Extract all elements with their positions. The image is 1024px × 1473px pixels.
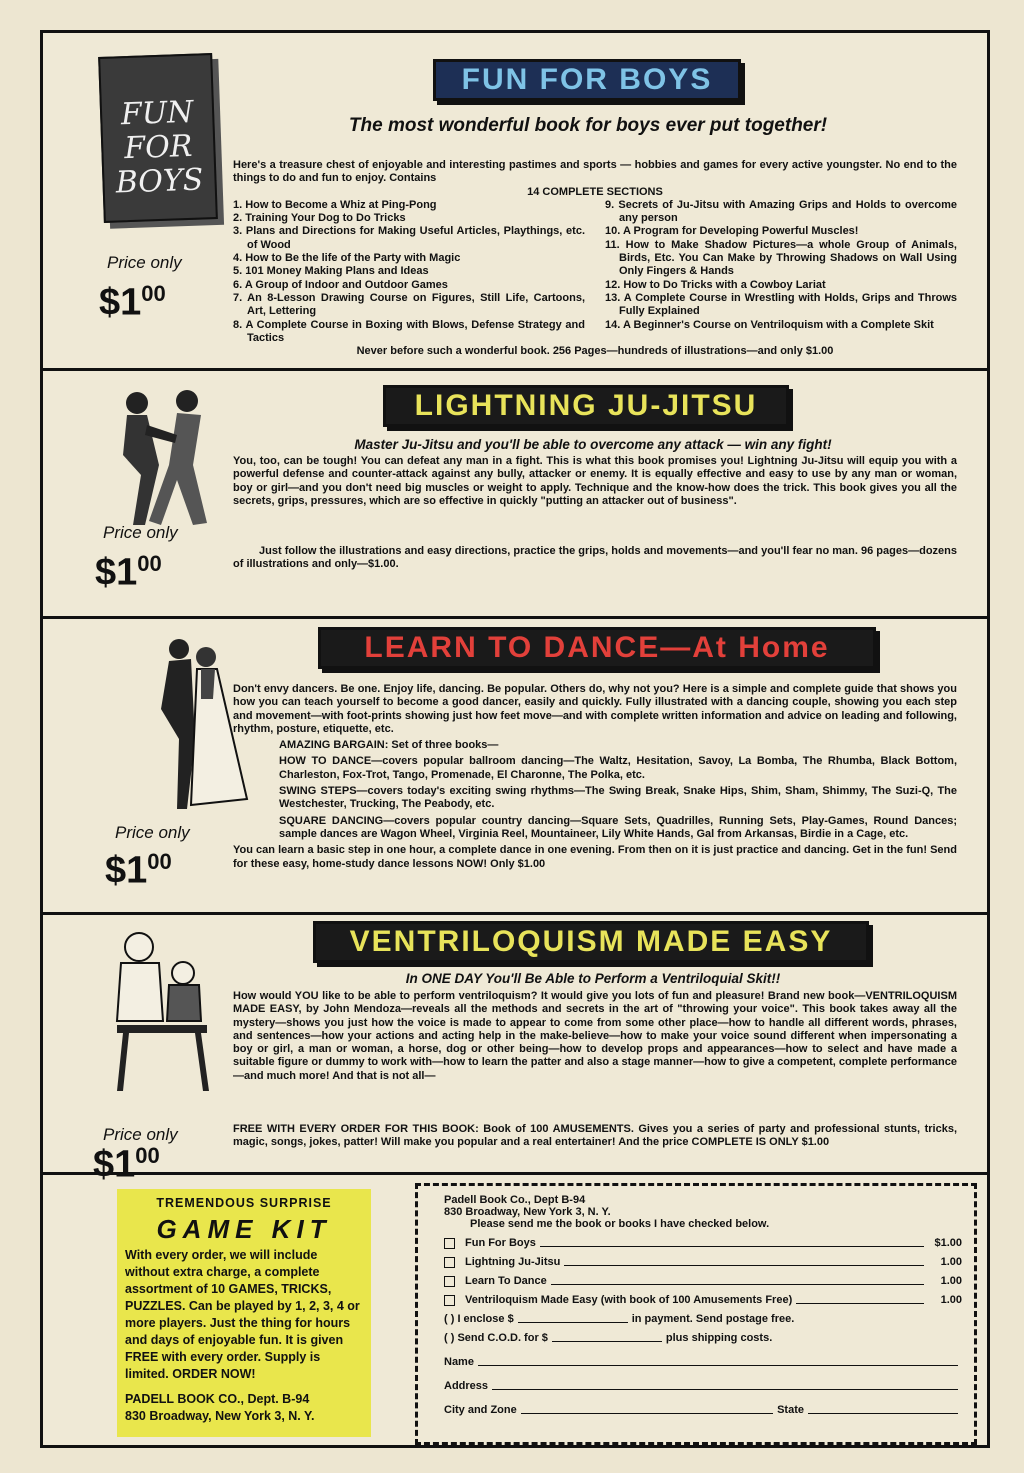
ventriloquism-tagline: In ONE DAY You'll Be Able to Perform a Ventriloquial Skit!! xyxy=(405,971,781,986)
amount-line[interactable] xyxy=(518,1322,628,1323)
city-state-field[interactable] xyxy=(444,1404,962,1416)
price: $\$1^{00}$ xyxy=(93,1143,160,1186)
name-line[interactable] xyxy=(478,1365,958,1366)
underline xyxy=(540,1246,924,1247)
ventriloquist-illustration xyxy=(103,925,223,1095)
name-label: Name xyxy=(444,1356,474,1368)
price: $\$1^{00}$ xyxy=(95,551,162,594)
cod-field[interactable] xyxy=(444,1332,962,1344)
state-line[interactable] xyxy=(808,1413,958,1414)
enclose-payment-field[interactable] xyxy=(444,1313,962,1325)
item-label: Learn To Dance xyxy=(465,1275,547,1287)
fun-for-boys-body xyxy=(233,159,957,358)
ventriloquism-body: How would YOU like to be able to perform ventriloquism? It would give you lots of fun and pleasure! Brand new book—VENTRILOQUISM MADE EASY, by John Mendoza—reveals all the methods and secrets in the art of "throwing your voice". This book takes away all the mystery—shows you just how the voice is made to appear to come from some other place—how to handle all different words, phrases, and sentences—how your actions and acting help in the make-believe—how to make your voice sound different when impersonating a boy or girl, a man or woman, a horse, dog or other being—how to develop props and appearances—how to select and have made a suitable figure or dummy to work with—how to learn the patter and also a stage manner—how to give a competent, complete performance—and much more! And that is not all— xyxy=(233,990,957,1082)
state-label: State xyxy=(777,1404,804,1416)
dance-section xyxy=(43,619,987,915)
promo-title: GAME KIT xyxy=(156,1214,332,1244)
intro-text: Here's a treasure chest of enjoyable and interesting pastimes and sports — hobbies and games for every active youngster. No end to the things to do and fun to enjoy. Contains xyxy=(233,159,957,185)
sections-right-column xyxy=(605,199,957,345)
list-item: 11. How to Make Shadow Pictures—a whole Group of Animals, Birds, Etc. You Can Make by Throwing Shadows on Wall Using Only Fingers & Hands xyxy=(605,238,957,278)
list-item: SWING STEPS—covers today's exciting swing rhythms—The Swing Break, Snake Hips, Shim, Sham, Shimmy, The Suzi-Q, The Westchester, Trucking, The Peabody, etc. xyxy=(279,785,957,811)
fun-for-boys-tagline: The most wonderful book for boys ever put together! xyxy=(348,115,828,136)
coupon-company: Padell Book Co., Dept B-94 xyxy=(444,1194,586,1206)
list-item: 14. A Beginner's Course on Ventriloquism with a Complete Skit xyxy=(605,318,934,331)
city-label: City and Zone xyxy=(444,1404,517,1416)
promo-address-line2: 830 Broadway, New York 3, N. Y. xyxy=(125,1409,315,1423)
sections-title: 14 COMPLETE SECTIONS xyxy=(527,185,663,198)
list-item: SQUARE DANCING—covers popular country dancing—Square Sets, Quadrilles, Running Sets, Play-Games, Round Dances; sample dances are Wagon Wheel, Virginia Reel, Mountaineer, Lily White Hands, Gal from Arkansas, Birdie in a Cage, etc. xyxy=(279,814,957,840)
ventriloquism-free-offer: FREE WITH EVERY ORDER FOR THIS BOOK: Book of 100 AMUSEMENTS. Gives you a series of party and professional stunts, tricks, magic, songs, jokes, patter! Will make you popular and a real entertainer! And the price COMPLETE IS ONLY $1.00 xyxy=(233,1123,957,1149)
enclose-suffix: in payment. Send postage free. xyxy=(631,1313,795,1325)
order-item-fun-for-boys[interactable] xyxy=(444,1237,962,1249)
list-item: HOW TO DANCE—covers popular ballroom dancing—The Waltz, Hesitation, Savoy, La Bomba, The Rhumba, Black Bottom, Charleston, Fox-Trot, Tango, Promenade, El Charonne, The Polka, etc. xyxy=(279,755,957,781)
game-kit-promo xyxy=(117,1189,371,1437)
address-field[interactable] xyxy=(444,1380,962,1392)
cod-prefix: ( ) Send C.O.D. for $ xyxy=(444,1332,548,1344)
bargain-text: AMAZING BARGAIN: Set of three books— xyxy=(279,739,499,752)
closing-text: Never before such a wonderful book. 256 Pages—hundreds of illustrations—and only $1.00 xyxy=(356,345,834,358)
wrestlers-illustration xyxy=(97,385,227,535)
list-item: 2. Training Your Dog to Do Tricks xyxy=(233,212,406,225)
item-label: Fun For Boys xyxy=(465,1237,536,1249)
promo-heading: TREMENDOUS SURPRISE xyxy=(156,1196,332,1210)
amount-line[interactable] xyxy=(552,1341,662,1342)
underline xyxy=(564,1265,924,1266)
order-section xyxy=(43,1175,987,1448)
checkbox[interactable] xyxy=(444,1295,455,1306)
coupon-address: 830 Broadway, New York 3, N. Y. xyxy=(444,1206,611,1218)
price-label: Price only xyxy=(115,823,190,842)
order-item-ventriloquism[interactable] xyxy=(444,1294,962,1306)
price: $\$1^{00}$ xyxy=(105,849,172,892)
ju-jitsu-body: You, too, can be tough! You can defeat any man in a fight. This is what this book promises you! Lightning Ju-Jitsu will equip you with a powerful defense and counter-attack against any bully, attacker or enemy. It is equally effective and easy to use by any man or woman, boy or girl—and you don't need big muscles or weight to apply. Technique and the know-how does the trick. This book gives you all the secrets, grips, pressures, which are so effective in quickly "putting an attacker out of business". xyxy=(233,455,957,507)
ju-jitsu-tagline: Master Ju-Jitsu and you'll be able to overcome any attack — win any fight! xyxy=(354,437,832,452)
list-item: 3. Plans and Directions for Making Useful Articles, Playthings, etc. of Wood xyxy=(233,225,585,251)
order-item-ju-jitsu[interactable] xyxy=(444,1256,962,1268)
item-price: 1.00 xyxy=(940,1256,962,1268)
ventriloquism-banner: VENTRILOQUISM MADE EASY xyxy=(313,921,869,963)
list-item: 4. How to Be the life of the Party with Magic xyxy=(233,252,461,265)
dance-body xyxy=(233,683,957,871)
ju-jitsu-banner: LIGHTNING JU-JITSU xyxy=(383,385,789,427)
checkbox[interactable] xyxy=(444,1276,455,1287)
book-cover-illustration xyxy=(98,53,218,223)
price: $\$1^{00}$ xyxy=(99,281,166,324)
item-label: Lightning Ju-Jitsu xyxy=(465,1256,561,1268)
item-price: 1.00 xyxy=(940,1275,962,1287)
price-label: Price only xyxy=(107,253,182,272)
list-item: 5. 101 Money Making Plans and Ideas xyxy=(233,265,429,278)
dance-books-list xyxy=(233,739,957,841)
list-item: 12. How to Do Tricks with a Cowboy Lariat xyxy=(605,278,826,291)
dance-banner: LEARN TO DANCE—At Home xyxy=(318,627,876,669)
coupon-instruction: Please send me the book or books I have checked below. xyxy=(470,1218,770,1230)
address-label: Address xyxy=(444,1380,489,1392)
list-item: 7. An 8-Lesson Drawing Course on Figures, Still Life, Cartoons, Art, Lettering xyxy=(233,291,585,318)
underline xyxy=(796,1303,924,1304)
order-item-dance[interactable] xyxy=(444,1275,962,1287)
ventriloquism-section xyxy=(43,915,987,1186)
item-label: Ventriloquism Made Easy (with book of 100 Amusements Free) xyxy=(465,1294,793,1306)
city-line[interactable] xyxy=(521,1413,773,1414)
dance-closing: You can learn a basic step in one hour, a complete dance in one evening. From then on it is just practice and dancing. Get in the fun! Send for these easy, home-study dance lessons NOW! Only $1.00 xyxy=(233,844,957,870)
item-price: 1.00 xyxy=(940,1294,962,1306)
price-label: Price only xyxy=(103,1125,178,1144)
promo-address-line1: PADELL BOOK CO., Dept. B-94 xyxy=(125,1392,310,1406)
list-item: 8. A Complete Course in Boxing with Blows, Defense Strategy and Tactics xyxy=(233,318,585,344)
fun-for-boys-banner: FUN FOR BOYS xyxy=(433,59,741,101)
fun-for-boys-section xyxy=(43,33,987,371)
order-coupon xyxy=(415,1183,977,1445)
list-item: 6. A Group of Indoor and Outdoor Games xyxy=(233,278,448,291)
name-field[interactable] xyxy=(444,1356,962,1368)
ju-jitsu-section xyxy=(43,371,987,619)
enclose-prefix: ( ) I enclose $ xyxy=(444,1313,514,1325)
item-price: $1.00 xyxy=(934,1237,962,1249)
list-item: 9. Secrets of Ju-Jitsu with Amazing Grips and Holds to overcome any person xyxy=(605,198,957,225)
dance-intro: Don't envy dancers. Be one. Enjoy life, dancing. Be popular. Others do, why not you? Here is a simple and complete guide that shows you how you can teach yourself to become a good dancer, easily and quickly. Fully illustrated with a dancing couple, showing you each step and movement—with foot-prints showing just how feet move—and with complete written information and advice on leading and following, rhythm, posture, etiquette, etc. xyxy=(233,683,957,735)
book-cover-title: FUN FOR BOYS xyxy=(115,94,204,201)
promo-body: With every order, we will include without extra charge, a complete assortment of 10 GAMES, TRICKS, PUZZLES. Can be played by 1, 2, 3, 4 or more players. Just the thing for hours and days of enjoyable fun. It is given FREE with every order. Supply is limited. ORDER NOW! xyxy=(125,1248,360,1381)
underline xyxy=(551,1284,924,1285)
ju-jitsu-body-2: Just follow the illustrations and easy directions, practice the grips, holds and movements—and you'll fear no man. 96 pages—dozens of illustrations and only—$1.00. xyxy=(233,545,957,571)
ad-page xyxy=(40,30,990,1448)
sections-left-column xyxy=(233,199,585,345)
address-line[interactable] xyxy=(492,1389,958,1390)
list-item: 13. A Complete Course in Wrestling with Holds, Grips and Throws Fully Explained xyxy=(605,291,957,318)
price-label: Price only xyxy=(103,523,178,542)
checkbox[interactable] xyxy=(444,1238,455,1249)
checkbox[interactable] xyxy=(444,1257,455,1268)
sections-list xyxy=(233,199,957,345)
cod-suffix: plus shipping costs. xyxy=(665,1332,773,1344)
list-item: 10. A Program for Developing Powerful Muscles! xyxy=(605,225,859,238)
list-item: 1. How to Become a Whiz at Ping-Pong xyxy=(233,198,437,211)
